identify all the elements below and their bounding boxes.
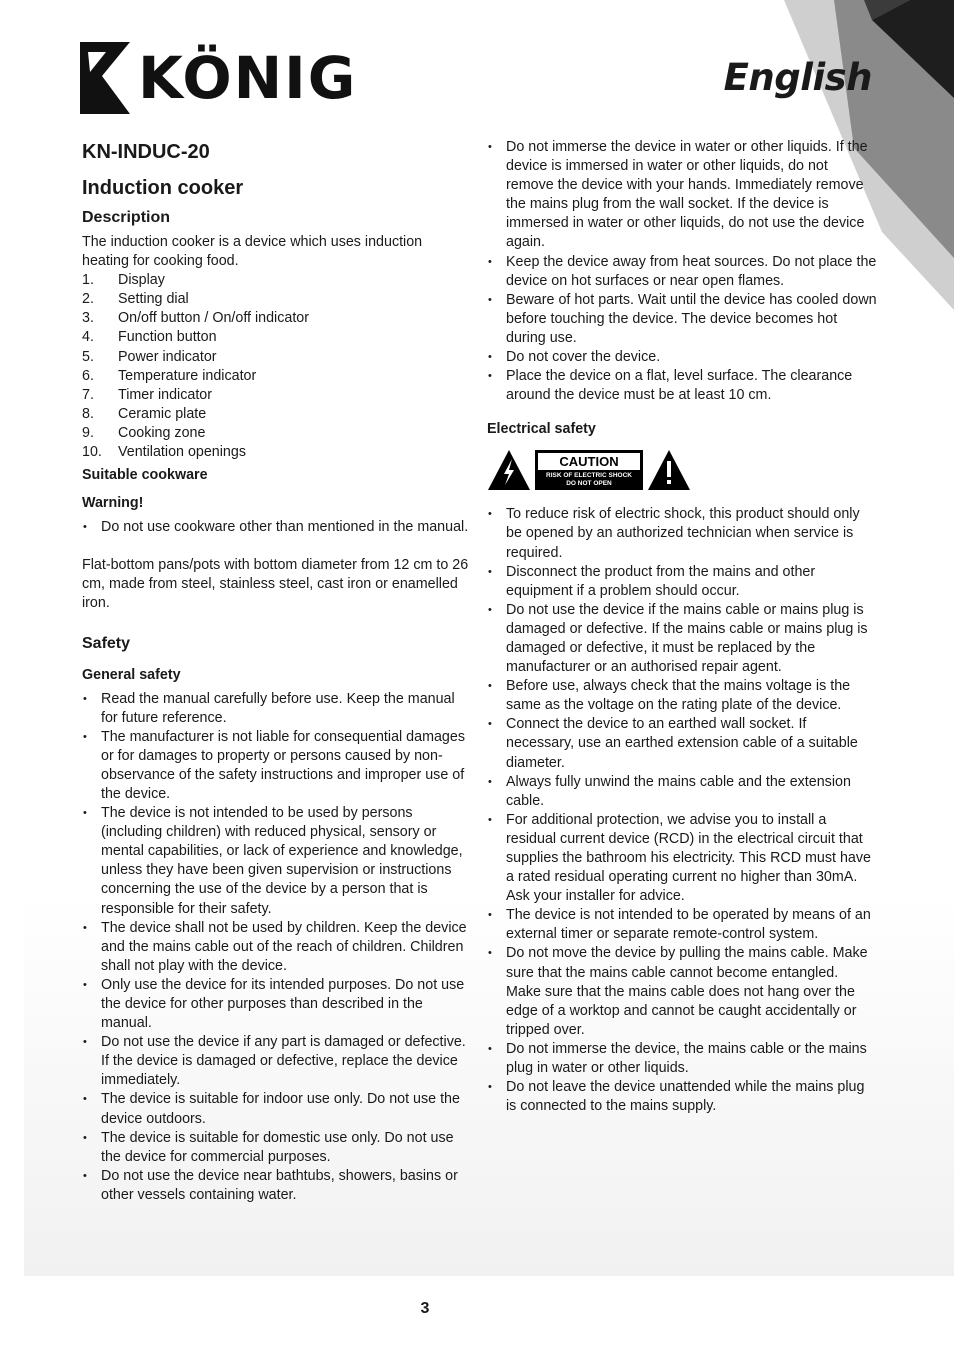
- language-title: English: [723, 56, 872, 99]
- part-label: Ceramic plate: [118, 405, 207, 422]
- list-item: • Do not use the device if any part is damaged or defective. If the device is damaged or defective, replace the device immediately.: [82, 1033, 470, 1090]
- list-item: • The device shall not be used by children. Keep the device and the mains cable out of the reach of children. Children shall not play with the device.: [82, 919, 470, 976]
- part-label: On/off button / On/off indicator: [118, 310, 310, 327]
- konig-logo: [80, 42, 358, 114]
- general-safety-heading: General safety: [82, 666, 181, 683]
- list-item: • Do not use the device if the mains cable or mains plug is damaged or defective. If the mains cable or mains plug is damaged or defective, it must be replaced by the manufacturer or an authorised repair agent.: [487, 601, 877, 677]
- logo-mark-icon: [80, 42, 132, 114]
- cookware-heading: Suitable cookware: [82, 467, 208, 484]
- electrical-safety-heading: Electrical safety: [487, 421, 596, 438]
- list-item: • For additional protection, we advise you to install a residual current device (RCD) in the electrical circuit that supplies the bathroom his electricity. This RCD must have a rated residual operating current no higher than 30mA. Ask your installer for advice.: [487, 811, 877, 906]
- product-name: Induction cooker: [82, 177, 244, 199]
- part-label: Function button: [118, 329, 217, 346]
- part-number: 5.: [82, 348, 94, 365]
- part-number: 4.: [82, 329, 94, 346]
- part-item: [82, 405, 470, 424]
- list-item: • Keep the device away from heat sources. Do not place the device on hot surfaces or near open flames.: [487, 253, 877, 291]
- electric-shock-warning-icon: [487, 449, 531, 491]
- list-item: • Connect the device to an earthed wall socket. If necessary, use an earthed extension cable of a suitable diameter.: [487, 715, 877, 772]
- part-item: [82, 290, 470, 309]
- list-item: • Do not use cookware other than mentioned in the manual.: [82, 518, 470, 537]
- safety-heading: Safety: [82, 634, 131, 652]
- part-label: Temperature indicator: [118, 367, 257, 384]
- part-label: Cooking zone: [118, 424, 206, 441]
- list-item: • Place the device on a flat, level surface. The clearance around the device must be at least 10 cm.: [487, 367, 877, 405]
- list-item: • To reduce risk of electric shock, this product should only be opened by an authorized technician when service is required.: [487, 505, 877, 562]
- part-number: 10.: [82, 444, 102, 461]
- list-item: • Do not immerse the device in water or other liquids. If the device is immersed in water or other liquids, do not remove the device with your hands. Immediately remove the mains plug from the wall socket. If the device is immersed in water or other liquids, do not use the device again.: [487, 138, 877, 253]
- description-text: The induction cooker is a device which uses induction heating for cooking food.: [82, 234, 423, 270]
- list-item: • Do not immerse the device, the mains cable or the mains plug in water or other liquids.: [487, 1040, 877, 1078]
- list-item: • Read the manual carefully before use. Keep the manual for future reference.: [82, 690, 470, 728]
- general-safety-list: [82, 690, 470, 1206]
- part-number: 9.: [82, 424, 94, 441]
- list-item: • Disconnect the product from the mains and other equipment if a problem should occur.: [487, 563, 877, 601]
- list-item: • Do not use the device near bathtubs, showers, basins or other vessels containing water.: [82, 1167, 470, 1205]
- warning-list: [82, 518, 470, 537]
- right-column: [487, 138, 877, 1116]
- list-item: • The device is not intended to be operated by means of an external timer or separate remote-control system.: [487, 906, 877, 944]
- part-label: Timer indicator: [118, 386, 213, 403]
- list-item: • Only use the device for its intended purposes. Do not use the device for other purposes than described in the manual.: [82, 976, 470, 1033]
- page-number: 3: [420, 1300, 430, 1317]
- list-item: • Beware of hot parts. Wait until the device has cooled down before touching the device. The device becomes hot during use.: [487, 291, 877, 348]
- part-number: 7.: [82, 386, 94, 403]
- list-item: • Do not leave the device unattended while the mains plug is connected to the mains supply.: [487, 1078, 877, 1116]
- list-item: • Before use, always check that the mains voltage is the same as the voltage on the rating plate of the device.: [487, 677, 877, 715]
- part-label: Setting dial: [118, 291, 189, 308]
- description-heading: Description: [82, 209, 171, 226]
- list-item: • Always fully unwind the mains cable and the extension cable.: [487, 773, 877, 811]
- caution-label: [487, 448, 877, 492]
- part-item: [82, 424, 470, 443]
- part-number: 6.: [82, 367, 94, 384]
- electrical-safety-list: [487, 505, 877, 1116]
- parts-list: [82, 271, 470, 462]
- list-item: • Do not move the device by pulling the mains cable. Make sure that the mains cable cannot become entangled. Make sure that the mains cable does not hang over the edge of a worktop and cannot be caught accidentally or tripped over.: [487, 944, 877, 1039]
- list-item: • The device is suitable for domestic use only. Do not use the device for commercial purposes.: [82, 1129, 470, 1167]
- part-item: [82, 386, 470, 405]
- part-item: [82, 443, 470, 462]
- part-item: [82, 309, 470, 328]
- left-column: [82, 138, 470, 1205]
- part-number: 1.: [82, 272, 94, 289]
- part-item: [82, 348, 470, 367]
- cookware-text: Flat-bottom pans/pots with bottom diameter from 12 cm to 26 cm, made from steel, stainless steel, cast iron or enamelled iron.: [82, 557, 469, 612]
- part-label: Power indicator: [118, 348, 217, 365]
- list-item: • The manufacturer is not liable for consequential damages or for damages to property or persons caused by non-observance of the safety instructions and improper use of the device.: [82, 728, 470, 804]
- exclamation-warning-icon: [647, 449, 691, 491]
- part-item: [82, 367, 470, 386]
- general-safety-list-continued: [487, 138, 877, 405]
- list-item: • The device is suitable for indoor use only. Do not use the device outdoors.: [82, 1090, 470, 1128]
- part-number: 3.: [82, 310, 94, 327]
- caution-box: [535, 450, 643, 490]
- brand-wordmark: KÖNIG: [138, 44, 358, 112]
- warning-heading: Warning!: [82, 495, 144, 512]
- list-item: • Do not cover the device.: [487, 348, 877, 367]
- part-label: Display: [118, 272, 165, 289]
- part-item: [82, 271, 470, 290]
- model-number: KN-INDUC-20: [82, 141, 210, 163]
- list-item: • The device is not intended to be used by persons (including children) with reduced physical, sensory or mental capabilities, or lack of experience and knowledge, unless they have been given supervision or instructions concerning the use of the device by a person that is responsible for their safety.: [82, 804, 470, 919]
- caution-line-2: DO NOT OPEN: [566, 480, 612, 488]
- caution-line-1: RISK OF ELECTRIC SHOCK: [546, 472, 632, 480]
- part-item: [82, 328, 470, 347]
- part-number: 2.: [82, 291, 94, 308]
- part-label: Ventilation openings: [118, 444, 246, 461]
- part-number: 8.: [82, 405, 94, 422]
- caution-title: CAUTION: [538, 453, 640, 470]
